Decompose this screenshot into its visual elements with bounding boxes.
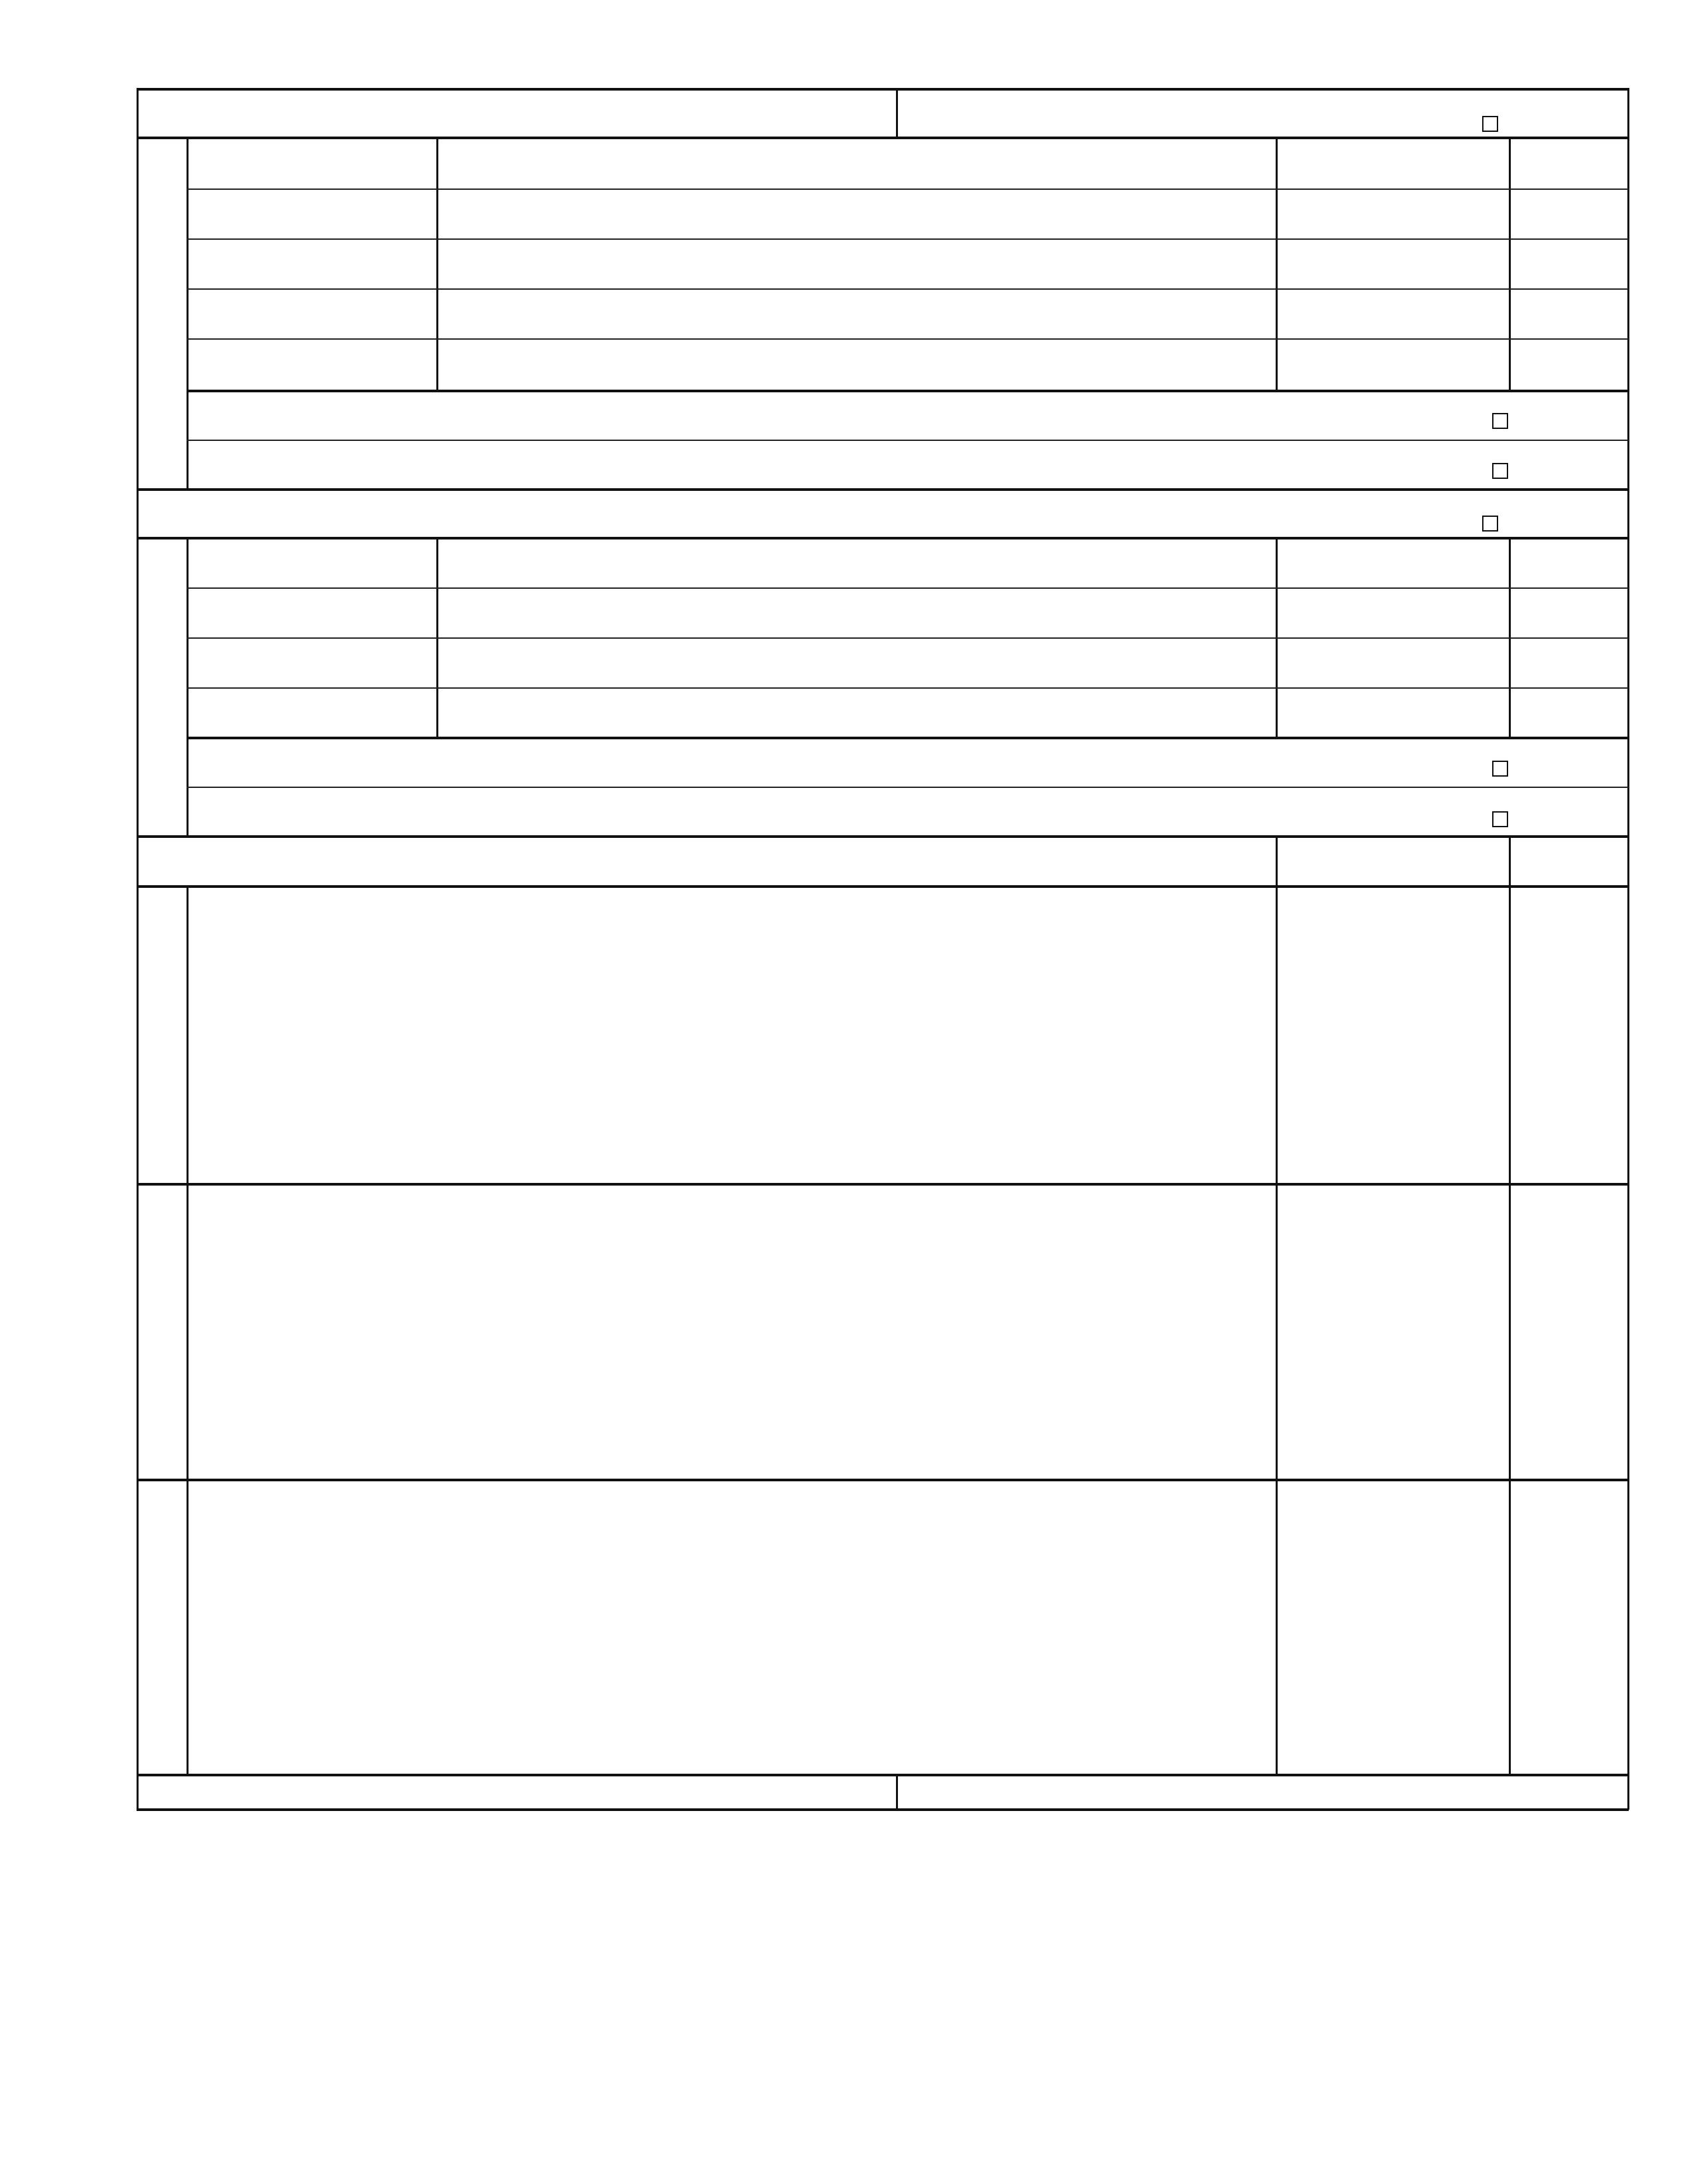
lds-col-h bbox=[1276, 138, 1278, 391]
sep-w-father bbox=[187, 737, 1629, 739]
sep-options bbox=[137, 1774, 1629, 1776]
sep-h-christened bbox=[187, 188, 1629, 190]
frame-bottom bbox=[137, 1808, 1629, 1811]
temple-col-h bbox=[1509, 138, 1511, 391]
sep-child-3 bbox=[137, 1479, 1629, 1481]
sep-w-buried bbox=[187, 687, 1629, 689]
options-divider bbox=[896, 1775, 898, 1808]
sep-h-died bbox=[187, 238, 1629, 240]
lds-col-c bbox=[1276, 836, 1278, 1775]
w-mother-deceased-checkbox[interactable] bbox=[1492, 811, 1508, 827]
indent-line-husband bbox=[187, 138, 189, 490]
sep-h-father bbox=[187, 390, 1629, 392]
sep-child-2 bbox=[137, 1183, 1629, 1186]
sep-w-died bbox=[187, 637, 1629, 639]
indent-line-children bbox=[187, 886, 189, 1774]
frame-left bbox=[137, 88, 139, 1810]
sep-w-mother bbox=[187, 787, 1629, 788]
w-father-deceased-checkbox[interactable] bbox=[1492, 761, 1508, 777]
sep-h-married bbox=[187, 338, 1629, 340]
h-father-deceased-checkbox[interactable] bbox=[1492, 413, 1508, 429]
sep-children bbox=[137, 835, 1629, 838]
h-mother-deceased-checkbox[interactable] bbox=[1492, 463, 1508, 479]
sep-husband bbox=[137, 137, 1629, 139]
sep-h-mother bbox=[187, 440, 1629, 441]
sep-wife bbox=[137, 488, 1629, 491]
place-col-h bbox=[436, 138, 438, 391]
sep-child-1 bbox=[137, 885, 1629, 888]
wife-other-marriages-checkbox[interactable] bbox=[1482, 516, 1498, 532]
temple-col-c bbox=[1509, 836, 1511, 1775]
sep-w-born bbox=[137, 537, 1629, 540]
frame-right bbox=[1627, 88, 1629, 1810]
husband-other-marriages-checkbox[interactable] bbox=[1482, 116, 1498, 132]
sep-w-christened bbox=[187, 587, 1629, 589]
frame-top bbox=[137, 88, 1629, 91]
date-format-note bbox=[47, 769, 68, 796]
lastname-col bbox=[896, 88, 898, 138]
sep-h-buried bbox=[187, 288, 1629, 290]
